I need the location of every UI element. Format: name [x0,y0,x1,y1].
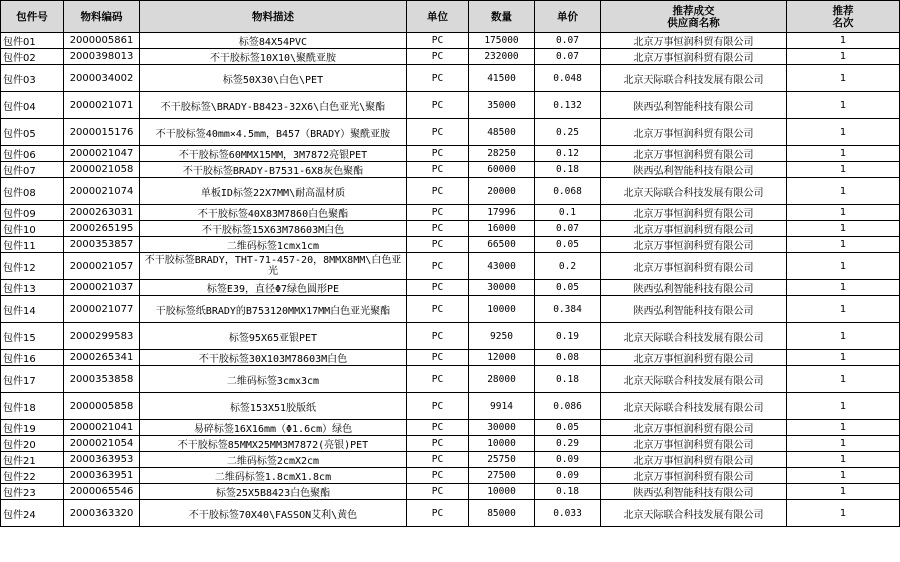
material-code-cell: 2000021058 [64,162,140,178]
unit-price-cell: 0.07 [535,221,601,237]
rank-cell: 1 [787,146,900,162]
package-cell: 包件17 [1,366,64,393]
quantity-cell: 10000 [469,296,535,323]
material-desc-cell: 不干胶标签BRADY-B7531-6X8灰色聚酯 [140,162,407,178]
material-code-cell: 2000353857 [64,237,140,253]
table-row [1,393,900,420]
unit-price-cell: 0.1 [535,205,601,221]
package-cell: 包件08 [1,178,64,205]
material-code-cell: 2000363951 [64,468,140,484]
rank-cell: 1 [787,436,900,452]
quantity-cell: 175000 [469,33,535,49]
material-code-cell: 2000021071 [64,92,140,119]
supplier-cell: 北京万事恒润科贸有限公司 [601,468,787,484]
table-row [1,33,900,49]
material-desc-cell: 二维码标签3cmx3cm [140,366,407,393]
unit-price-cell: 0.384 [535,296,601,323]
supplier-cell: 陕西弘利智能科技有限公司 [601,484,787,500]
package-cell: 包件06 [1,146,64,162]
rank-cell: 1 [787,221,900,237]
material-code-cell: 2000015176 [64,119,140,146]
supplier-cell: 北京万事恒润科贸有限公司 [601,119,787,146]
table-row [1,146,900,162]
package-cell: 包件10 [1,221,64,237]
table-row [1,178,900,205]
unit-price-cell: 0.2 [535,253,601,280]
supplier-cell: 北京万事恒润科贸有限公司 [601,420,787,436]
material-desc-cell: 标签25X5B8423白色聚酯 [140,484,407,500]
quantity-cell: 41500 [469,65,535,92]
package-cell: 包件02 [1,49,64,65]
table-row [1,65,900,92]
package-cell: 包件24 [1,500,64,527]
package-cell: 包件13 [1,280,64,296]
package-cell: 包件19 [1,420,64,436]
unit-cell: PC [407,237,469,253]
table-row [1,366,900,393]
supplier-cell: 北京天际联合科技发展有限公司 [601,323,787,350]
table-row [1,323,900,350]
supplier-cell: 北京万事恒润科贸有限公司 [601,237,787,253]
unit-cell: PC [407,436,469,452]
material-desc-cell: 干胶标签纸BRADY的B753120MMX17MM白色亚光聚酯 [140,296,407,323]
unit-cell: PC [407,296,469,323]
rank-cell: 1 [787,500,900,527]
unit-cell: PC [407,49,469,65]
unit-price-cell: 0.048 [535,65,601,92]
rank-cell: 1 [787,484,900,500]
package-cell: 包件22 [1,468,64,484]
material-code-cell: 2000299583 [64,323,140,350]
material-desc-cell: 二维码标签1.8cmX1.8cm [140,468,407,484]
header-unit: 单位 [407,1,469,33]
table-row [1,484,900,500]
quantity-cell: 20000 [469,178,535,205]
material-code-cell: 2000005861 [64,33,140,49]
table-row [1,468,900,484]
table-row [1,162,900,178]
material-code-cell: 2000005858 [64,393,140,420]
rank-cell: 1 [787,253,900,280]
material-code-cell: 2000363953 [64,452,140,468]
unit-price-cell: 0.068 [535,178,601,205]
quantity-cell: 12000 [469,350,535,366]
supplier-cell: 北京天际联合科技发展有限公司 [601,65,787,92]
unit-price-cell: 0.18 [535,162,601,178]
table-row [1,452,900,468]
material-code-cell: 2000263031 [64,205,140,221]
material-code-cell: 2000265341 [64,350,140,366]
rank-cell: 1 [787,280,900,296]
material-code-cell: 2000021077 [64,296,140,323]
table-row [1,221,900,237]
package-cell: 包件03 [1,65,64,92]
package-cell: 包件12 [1,253,64,280]
unit-price-cell: 0.05 [535,280,601,296]
rank-cell: 1 [787,468,900,484]
material-desc-cell: 二维码标签2cmX2cm [140,452,407,468]
supplier-cell: 北京万事恒润科贸有限公司 [601,49,787,65]
supplier-cell: 北京万事恒润科贸有限公司 [601,253,787,280]
rank-cell: 1 [787,33,900,49]
header-quantity: 数量 [469,1,535,33]
material-code-cell: 2000265195 [64,221,140,237]
material-desc-cell: 不干胶标签BRADY，THT-71-457-20，8MMX8MM\白色亚光 [140,253,407,280]
material-desc-cell: 标签E39，直径Φ7绿色圆形PE [140,280,407,296]
rank-cell: 1 [787,452,900,468]
unit-cell: PC [407,221,469,237]
material-desc-cell: 二维码标签1cmx1cm [140,237,407,253]
unit-cell: PC [407,452,469,468]
supplier-cell: 北京万事恒润科贸有限公司 [601,205,787,221]
unit-price-cell: 0.07 [535,49,601,65]
supplier-cell: 北京万事恒润科贸有限公司 [601,146,787,162]
supplier-cell: 陕西弘利智能科技有限公司 [601,162,787,178]
rank-cell: 1 [787,178,900,205]
quantity-cell: 60000 [469,162,535,178]
unit-price-cell: 0.132 [535,92,601,119]
unit-cell: PC [407,119,469,146]
quantity-cell: 43000 [469,253,535,280]
material-desc-cell: 标签153X51胶版纸 [140,393,407,420]
rank-cell: 1 [787,323,900,350]
table-row [1,253,900,280]
unit-price-cell: 0.033 [535,500,601,527]
unit-cell: PC [407,33,469,49]
unit-cell: PC [407,468,469,484]
material-desc-cell: 不干胶标签40X83M7860白色聚酯 [140,205,407,221]
material-desc-cell: 不干胶标签10X10\聚酰亚胺 [140,49,407,65]
header-unit-price: 单价 [535,1,601,33]
material-desc-cell: 不干胶标签30X103M78603M白色 [140,350,407,366]
header-supplier: 推荐成交 供应商名称 [601,1,787,33]
rank-cell: 1 [787,162,900,178]
unit-price-cell: 0.05 [535,420,601,436]
quantity-cell: 9914 [469,393,535,420]
rank-cell: 1 [787,393,900,420]
material-desc-cell: 不干胶标签70X40\FASSON艾利\黄色 [140,500,407,527]
unit-price-cell: 0.18 [535,484,601,500]
unit-cell: PC [407,65,469,92]
table-row [1,436,900,452]
table-row [1,420,900,436]
material-code-cell: 2000065546 [64,484,140,500]
material-desc-cell: 不干胶标签15X63M78603M白色 [140,221,407,237]
material-desc-cell: 不干胶标签40mm×4.5mm，B457（BRADY）聚酰亚胺 [140,119,407,146]
supplier-cell: 北京万事恒润科贸有限公司 [601,436,787,452]
supplier-cell: 北京万事恒润科贸有限公司 [601,33,787,49]
unit-cell: PC [407,280,469,296]
table-row [1,205,900,221]
package-cell: 包件05 [1,119,64,146]
package-cell: 包件07 [1,162,64,178]
material-code-cell: 2000398013 [64,49,140,65]
table-row [1,237,900,253]
table-row [1,280,900,296]
rank-cell: 1 [787,65,900,92]
quantity-cell: 9250 [469,323,535,350]
table-row [1,296,900,323]
supplier-cell: 北京万事恒润科贸有限公司 [601,350,787,366]
package-cell: 包件04 [1,92,64,119]
material-code-cell: 2000021054 [64,436,140,452]
material-desc-cell: 单板ID标签22X7MM\耐高温材质 [140,178,407,205]
unit-cell: PC [407,350,469,366]
header-rank: 推荐 名次 [787,1,900,33]
unit-price-cell: 0.29 [535,436,601,452]
rank-cell: 1 [787,49,900,65]
supplier-cell: 陕西弘利智能科技有限公司 [601,280,787,296]
quantity-cell: 30000 [469,420,535,436]
unit-price-cell: 0.05 [535,237,601,253]
package-cell: 包件15 [1,323,64,350]
material-desc-cell: 标签84X54PVC [140,33,407,49]
material-code-cell: 2000021047 [64,146,140,162]
unit-cell: PC [407,162,469,178]
quantity-cell: 30000 [469,280,535,296]
package-cell: 包件01 [1,33,64,49]
package-cell: 包件14 [1,296,64,323]
package-cell: 包件11 [1,237,64,253]
supplier-cell: 北京天际联合科技发展有限公司 [601,393,787,420]
package-cell: 包件09 [1,205,64,221]
rank-cell: 1 [787,420,900,436]
unit-cell: PC [407,146,469,162]
unit-cell: PC [407,366,469,393]
supplier-cell: 北京天际联合科技发展有限公司 [601,178,787,205]
supplier-cell: 陕西弘利智能科技有限公司 [601,296,787,323]
material-code-cell: 2000363320 [64,500,140,527]
rank-cell: 1 [787,296,900,323]
unit-price-cell: 0.08 [535,350,601,366]
header-material-code: 物料编码 [64,1,140,33]
quantity-cell: 232000 [469,49,535,65]
quantity-cell: 28250 [469,146,535,162]
table-row [1,500,900,527]
unit-price-cell: 0.12 [535,146,601,162]
quantity-cell: 28000 [469,366,535,393]
header-package: 包件号 [1,1,64,33]
unit-price-cell: 0.18 [535,366,601,393]
quantity-cell: 17996 [469,205,535,221]
unit-price-cell: 0.07 [535,33,601,49]
unit-cell: PC [407,178,469,205]
unit-price-cell: 0.09 [535,468,601,484]
header-material-desc: 物料描述 [140,1,407,33]
package-cell: 包件21 [1,452,64,468]
supplier-cell: 陕西弘利智能科技有限公司 [601,92,787,119]
unit-cell: PC [407,500,469,527]
unit-price-cell: 0.09 [535,452,601,468]
quantity-cell: 27500 [469,468,535,484]
rank-cell: 1 [787,366,900,393]
quantity-cell: 48500 [469,119,535,146]
unit-cell: PC [407,92,469,119]
quantity-cell: 10000 [469,484,535,500]
package-cell: 包件18 [1,393,64,420]
material-desc-cell: 不干胶标签85MMX25MM3M7872(亮银)PET [140,436,407,452]
material-code-cell: 2000021057 [64,253,140,280]
package-cell: 包件20 [1,436,64,452]
unit-cell: PC [407,205,469,221]
quantity-cell: 25750 [469,452,535,468]
rank-cell: 1 [787,205,900,221]
supplier-cell: 北京万事恒润科贸有限公司 [601,452,787,468]
quantity-cell: 16000 [469,221,535,237]
material-desc-cell: 不干胶标签\BRADY-B8423-32X6\白色亚光\聚酯 [140,92,407,119]
material-code-cell: 2000021074 [64,178,140,205]
unit-cell: PC [407,253,469,280]
rank-cell: 1 [787,237,900,253]
material-desc-cell: 不干胶标签60MMX15MM，3M7872亮银PET [140,146,407,162]
table-row [1,49,900,65]
supplier-cell: 北京天际联合科技发展有限公司 [601,366,787,393]
supplier-cell: 北京天际联合科技发展有限公司 [601,500,787,527]
unit-cell: PC [407,420,469,436]
unit-price-cell: 0.086 [535,393,601,420]
unit-price-cell: 0.19 [535,323,601,350]
rank-cell: 1 [787,119,900,146]
supplier-cell: 北京万事恒润科贸有限公司 [601,221,787,237]
quantity-cell: 66500 [469,237,535,253]
header-row [1,1,900,33]
material-code-cell: 2000021041 [64,420,140,436]
unit-cell: PC [407,484,469,500]
quantity-cell: 85000 [469,500,535,527]
unit-cell: PC [407,323,469,350]
package-cell: 包件23 [1,484,64,500]
quantity-cell: 35000 [469,92,535,119]
unit-cell: PC [407,393,469,420]
unit-price-cell: 0.25 [535,119,601,146]
table-row [1,350,900,366]
material-code-cell: 2000034002 [64,65,140,92]
table-row [1,119,900,146]
table-body [1,33,900,527]
rank-cell: 1 [787,350,900,366]
package-cell: 包件16 [1,350,64,366]
material-desc-cell: 标签95X65亚银PET [140,323,407,350]
material-desc-cell: 易碎标签16X16mm（Φ1.6cm）绿色 [140,420,407,436]
material-code-cell: 2000021037 [64,280,140,296]
material-desc-cell: 标签50X30\白色\PET [140,65,407,92]
rank-cell: 1 [787,92,900,119]
material-code-cell: 2000353858 [64,366,140,393]
quantity-cell: 10000 [469,436,535,452]
table-row [1,92,900,119]
